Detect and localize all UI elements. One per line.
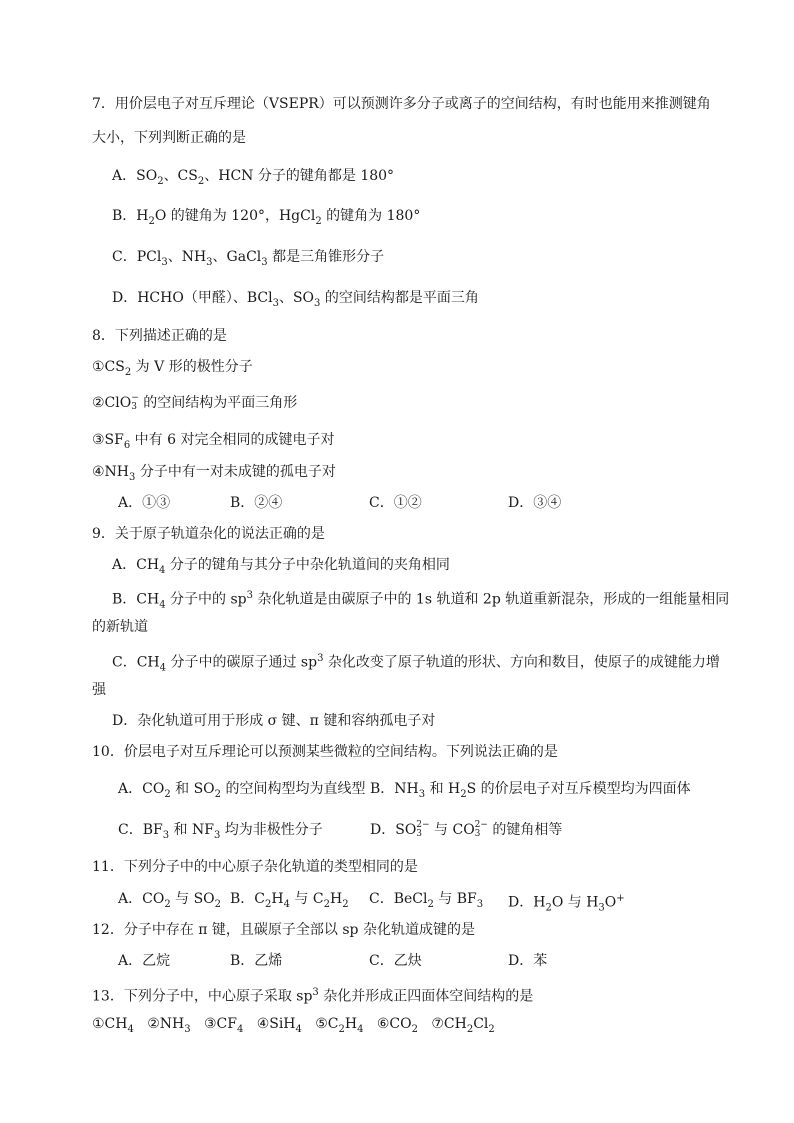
q12-option-d: D．苯 xyxy=(508,953,548,969)
q9-option-b-line2: 的新轨道 xyxy=(92,619,148,635)
q9-option-b-line1: B．$CH_4$ 分子中的 $sp^3$ 杂化轨道是由碳原子中的 1s 轨道和 2p 轨道重新混杂，形成的一组能量相同 xyxy=(112,590,730,611)
q9-option-c-line2: 强 xyxy=(92,682,106,698)
q7-option-b: B．$H_2O$ 的键角为 120°，HgCl$_2$ 的键角为 180° xyxy=(112,208,421,227)
q12-option-a: A．乙烷 xyxy=(118,953,171,969)
q7-stem-line1: 7．用价层电子对互斥理论（VSEPR）可以预测许多分子或离子的空间结构，有时也能用来推测键角 xyxy=(92,96,711,112)
q7-option-c: C．PCl$_3$、$NH_3$、GaCl$_3$ 都是三角锥形分子 xyxy=(112,249,385,268)
q10-option-d: D．SO 2− 3 与 CO 2− 3 的键角相等 xyxy=(370,820,563,839)
q12-options xyxy=(118,951,718,971)
q13-stem: 13．下列分子中，中心原子采取 $sp^3$ 杂化并形成正四面体空间结构的是 xyxy=(92,987,534,1005)
q8-stem: 8．下列描述正确的是 xyxy=(92,328,227,344)
q8-item-2: ②ClO − 3 的空间结构为平面三角形 xyxy=(92,393,298,412)
q11-option-c: C．BeCl$_2$ 与 $BF_3$ xyxy=(369,891,484,910)
q11-option-b: B．$C_2H_4$ 与 $C_2H_2$ xyxy=(230,891,349,910)
q7-option-d: D．HCHO（甲醛）、BCl$_3$、$SO_3$ 的空间结构都是平面三角 xyxy=(112,290,479,309)
q7-stem-line2: 大小，下列判断正确的是 xyxy=(92,130,246,146)
q9-option-d: D．杂化轨道可用于形成 σ 键、π 键和容纳孤电子对 xyxy=(112,713,436,729)
q13-item-3: $③CF_4$ xyxy=(203,1016,244,1035)
q8-option-b: B．②④ xyxy=(230,495,283,511)
q8-options xyxy=(118,493,718,513)
q12-stem: 12．分子中存在 π 键，且碳原子全部以 sp 杂化轨道成键的是 xyxy=(92,922,475,938)
q12-option-c: C．乙炔 xyxy=(369,953,422,969)
q13-item-1: $①CH_4$ xyxy=(92,1016,134,1035)
q13-item-4: ④SiH$_4$ xyxy=(256,1016,302,1035)
q7-option-a: A．$SO_2$、$CS_2$、HCN 分子的键角都是 180° xyxy=(112,168,395,187)
q13-item-2: $②NH_3$ xyxy=(147,1016,191,1035)
q13-item-5: $⑤C_2H_4$ xyxy=(315,1016,364,1035)
q10-option-b: B．$NH_3$ 和 $H_2S$ 的价层电子对互斥模型均为四面体 xyxy=(370,781,691,800)
q11-stem: 11．下列分子中的中心原子杂化轨道的类型相同的是 xyxy=(92,859,418,875)
q8-option-c: C．①② xyxy=(369,495,422,511)
q9-stem: 9．关于原子轨道杂化的说法正确的是 xyxy=(92,526,325,542)
q10-option-c: C．$BF_3$ 和 $NF_3$ 均为非极性分子 xyxy=(118,822,323,841)
q8-item-4: $④NH_3$ 分子中有一对未成键的孤电子对 xyxy=(92,464,336,483)
q9-option-c-line1: C．$CH_4$ 分子中的碳原子通过 $sp^3$ 杂化改变了原子轨道的形状、方向和数目，使原子的成键能力增 xyxy=(112,653,720,674)
q8-option-d: D．③④ xyxy=(508,495,562,511)
q8-item-3: $③SF_6$ 中有 6 对完全相同的成键电子对 xyxy=(92,432,335,451)
q11-option-d: D．$H_2O$ 与 $H_3O^+$ xyxy=(508,893,625,914)
q10-option-a: A．$CO_2$ 和 $SO_2$ 的空间构型均为直线型 xyxy=(118,781,366,800)
q13-item-6: $⑥CO_2$ xyxy=(376,1016,418,1035)
q13-items xyxy=(92,1014,495,1040)
q9-option-a: A．$CH_4$ 分子的键角与其分子中杂化轨道间的夹角相同 xyxy=(112,557,450,576)
q8-item-1: $①CS_2$ 为 V 形的极性分子 xyxy=(92,359,253,378)
q12-option-b: B．乙烯 xyxy=(230,953,283,969)
q8-option-a: A．①③ xyxy=(118,495,171,511)
q11-option-a: A．$CO_2$ 与 $SO_2$ xyxy=(118,891,222,910)
q11-options xyxy=(118,889,718,914)
q10-stem: 10．价层电子对互斥理论可以预测某些微粒的空间结构。下列说法正确的是 xyxy=(92,744,558,760)
q13-item-7: $⑦CH_2Cl_2$ xyxy=(431,1016,495,1035)
